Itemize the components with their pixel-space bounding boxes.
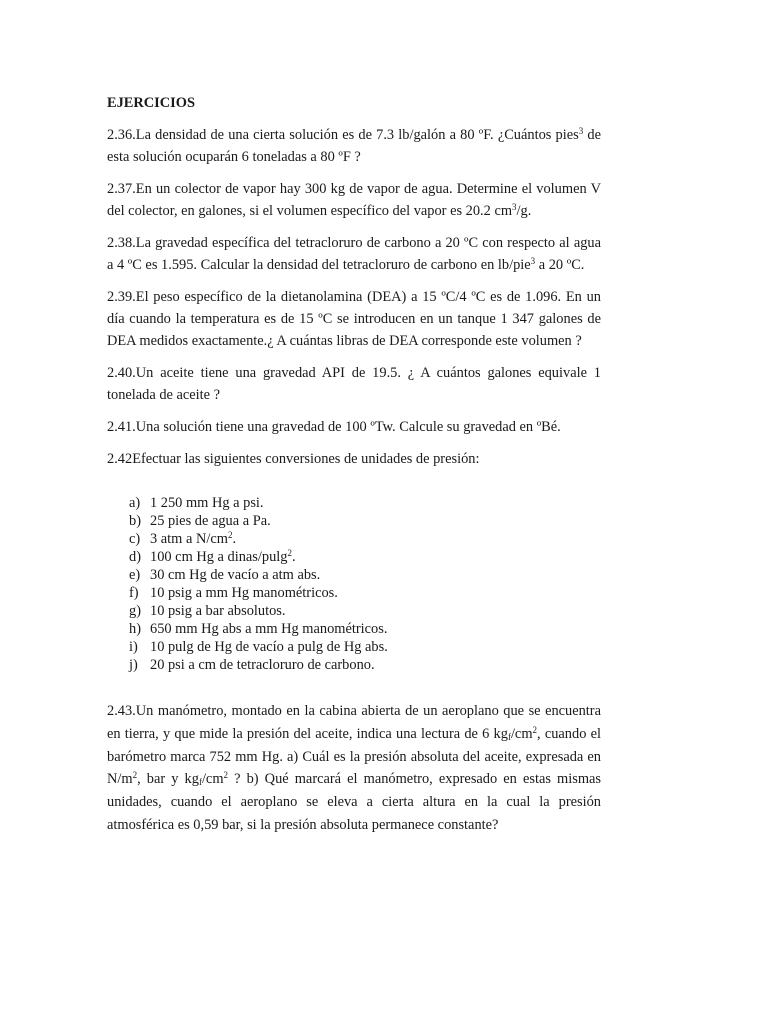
list-item [107,584,601,602]
exercise-text: Un manómetro, montado en la cabina abierta de un aeroplano que se encuentra en tierra, y que mide la presión del aceite, indica una lectura de 6 kg [107,703,601,742]
exercise-text: /cm [201,771,224,788]
exercise-number: 2.39. [107,289,136,305]
list-text: 100 cm Hg a dinas/pulg [150,549,288,565]
exercise-text: , cuando el barómetro marca 752 mm Hg. a) Cuál es la presión absoluta del aceite, expresada en N/m [107,725,601,788]
superscript: 3 [578,126,584,136]
superscript: 2 [532,724,538,735]
exercise-text: ? b) Qué marcará el manómetro, expresado en estas mismas unidades, cuando el aeroplano se eleva a cierta altura en la cual la presión atmosférica es 0,59 bar, si la presión absoluta permanece constante? [107,771,601,833]
list-item [107,638,601,656]
exercise-number: 2.43. [107,703,136,719]
list-text: 3 atm a N/cm [150,531,228,547]
list-text: 650 mm Hg abs a mm Hg manométricos. [150,621,388,637]
list-letter: g) [129,603,141,619]
list-text: 30 cm Hg de vacío a atm abs. [150,567,321,583]
list-item [107,494,601,512]
list-letter: f) [129,585,139,601]
list-letter: c) [129,531,141,547]
exercise-text: Efectuar las siguientes conversiones de unidades de presión: [132,451,480,467]
list-item [107,620,601,638]
exercise-number: 2.42 [107,451,133,467]
exercise-text: , bar y kg [137,771,199,788]
conversion-list [107,494,601,674]
exercise-number: 2.36. [107,127,136,143]
list-item [107,512,601,530]
exercise-text: Una solución tiene una gravedad de 100 ºTw. Calcule su gravedad en ºBé. [135,419,561,435]
exercise-text: de esta solución ocuparán 6 toneladas a 80 ºF ? [107,127,601,165]
list-item [107,548,601,566]
exercise-number: 2.41. [107,419,136,435]
list-item [107,656,601,674]
exercise-text: En un colector de vapor hay 300 kg de vapor de agua. Determine el volumen V del colector, en galones, si el volumen específico del vapor es 20.2 cm [107,181,601,219]
exercise-number: 2.38. [107,235,136,251]
exercise-2-36 [107,124,601,168]
list-letter: d) [129,549,141,565]
superscript: 3 [530,256,536,266]
superscript: 3 [512,202,517,212]
list-text-after: . [292,549,296,565]
exercise-2-40 [107,362,601,406]
exercise-2-43 [107,700,601,837]
superscript: 2 [223,770,229,781]
exercise-text: La gravedad específica del tetracloruro de carbono a 20 ºC con respecto al agua a 4 ºC es 1.595. Calcular la densidad del tetracloruro de carbono en lb/pie [107,235,601,273]
list-letter: i) [129,639,138,655]
superscript: 2 [132,770,138,781]
exercise-text: Un aceite tiene una gravedad API de 19.5. ¿ A cuántos galones equivale 1 tonelada de aceite ? [107,365,601,403]
spacer [107,674,601,700]
exercise-2-37 [107,178,601,222]
document-heading: EJERCICIOS [107,95,195,111]
list-text: 10 psig a bar absolutos. [150,603,286,619]
exercise-text: /g. [516,203,532,219]
superscript: 2 [287,548,292,558]
exercise-2-41 [107,416,601,438]
list-text: 20 psi a cm de tetracloruro de carbono. [150,657,375,673]
list-text-after: . [232,531,237,547]
subscript: f [198,777,202,788]
subscript: f [507,731,511,742]
list-letter: b) [129,513,141,529]
list-text: 25 pies de agua a Pa. [150,513,271,529]
superscript: 2 [227,530,233,540]
list-text: 1 250 mm Hg a psi. [150,495,264,511]
exercise-text: El peso específico de la dietanolamina (DEA) a 15 ºC/4 ºC es de 1.096. En un día cuando la temperatura es de 15 ºC se introducen en un tanque 1 347 galones de DEA medidos exactamente.¿ A cuántas libras de DEA corresponde este volumen ? [107,289,601,349]
document-page [107,92,601,847]
list-letter: j) [129,657,138,673]
list-item [107,566,601,584]
exercise-2-39 [107,286,601,352]
list-text: 10 pulg de Hg de vacío a pulg de Hg abs. [150,639,388,655]
exercise-text: /cm [510,725,533,742]
exercise-2-38 [107,232,601,276]
list-item [107,530,601,548]
list-letter: a) [129,495,141,511]
list-letter: e) [129,567,141,583]
list-item [107,602,601,620]
exercise-text: La densidad de una cierta solución es de 7.3 lb/galón a 80 ºF. ¿Cuántos pies [135,127,579,143]
list-letter: h) [129,621,141,637]
exercise-number: 2.40. [107,365,136,381]
list-text: 10 psig a mm Hg manométricos. [150,585,338,601]
exercise-number: 2.37. [107,181,136,197]
exercise-2-42 [107,448,601,470]
exercise-text: a 20 ºC. [535,257,585,273]
